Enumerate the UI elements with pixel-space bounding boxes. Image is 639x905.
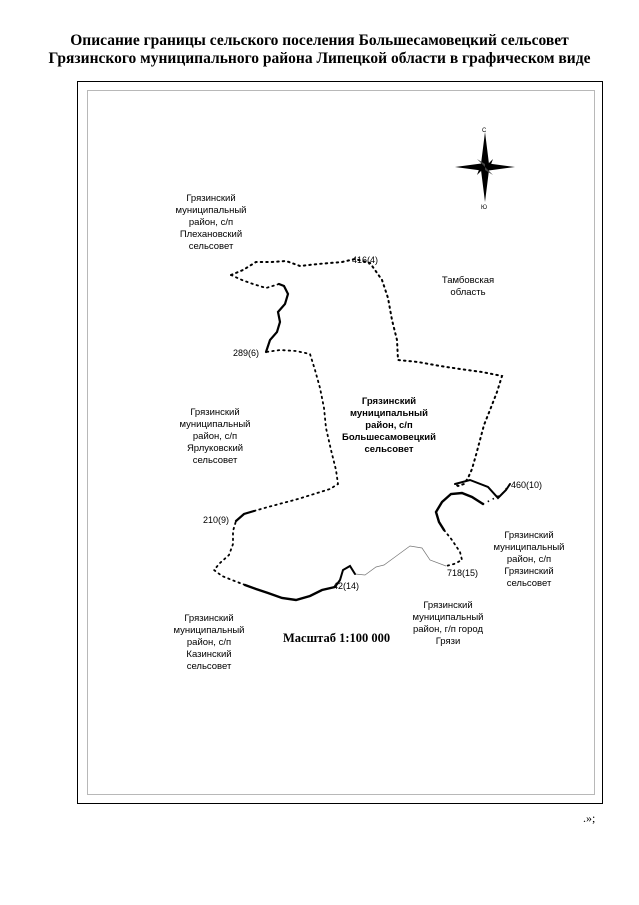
- title-line-2: Грязинского муниципального района Липецкой области в графическом виде: [48, 50, 591, 67]
- point-label-416: 416(4): [352, 255, 379, 265]
- region-label-gryazinsky: Грязинский муниципальный район, с/п Грязинский сельсовет: [493, 530, 565, 589]
- point-label-210: 210(9): [203, 515, 230, 525]
- point-label-718: 718(15): [447, 568, 479, 578]
- compass-south-label: Ю: [481, 205, 488, 211]
- compass-rose-icon: [455, 132, 515, 202]
- region-label-tambov: Тамбовская область: [441, 275, 495, 298]
- region-label-plekhanovsky: Грязинский муниципальный район, с/п Плехановский сельсовет: [175, 193, 247, 252]
- point-label-460: 460(10): [511, 480, 543, 490]
- point-label-42: 42(14): [333, 581, 360, 591]
- title-line-1: Описание границы сельского поселения Большесамовецкий сельсовет: [70, 32, 569, 49]
- region-label-bolshesamovetsky: Грязинский муниципальный район, с/п Большесамовецкий сельсовет: [341, 396, 436, 455]
- footnote-text: .»;: [583, 811, 596, 825]
- point-label-289: 289(6): [233, 348, 260, 358]
- region-label-kazinsky: Грязинский муниципальный район, с/п Казинский сельсовет: [173, 613, 245, 672]
- region-label-gryazi-city: Грязинский муниципальный район, г/п город Грязи: [412, 600, 484, 647]
- map-scale: Масштаб 1:100 000: [283, 631, 391, 645]
- compass-north-label: С: [482, 128, 487, 134]
- region-label-yarlukovsky: Грязинский муниципальный район, с/п Ярлуковский сельсовет: [179, 407, 251, 466]
